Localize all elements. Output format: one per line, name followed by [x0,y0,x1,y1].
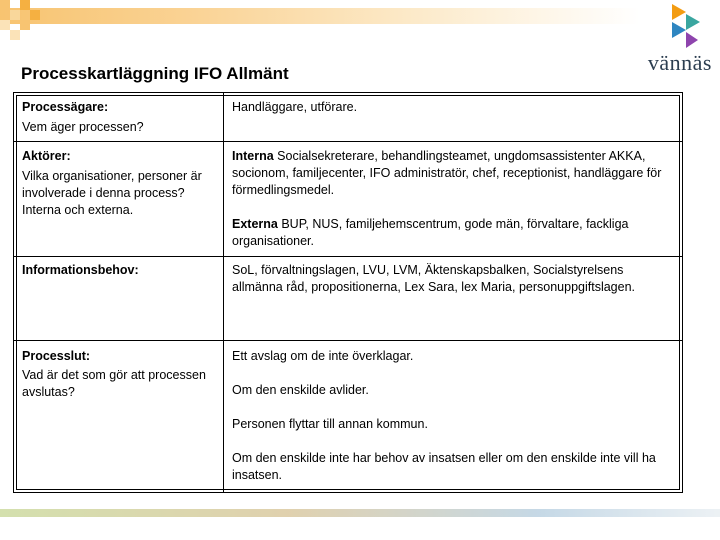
row-label: Informationsbehov: [22,263,139,277]
row-label-cell [22,348,218,401]
intern-text: Socialsekreterare, behandlingsteamet, ungdomsassistenter AKKA, socionom, familjecenter, IFO administratör, chef, receptionist, handläggare för förmedlingsmedel. [232,149,662,197]
table-row [14,340,682,493]
row-label: Processägare: [22,100,109,114]
row-sublabel: Vad är det som gör att processen avslutas? [22,368,206,399]
extern-paragraph [232,216,676,250]
row-label: Processlut: [22,349,91,363]
row-content: Handläggare, utförare. [232,100,358,114]
header-checker-decoration [0,0,60,44]
row-label-cell [22,99,218,136]
row-sublabel: Vilka organisationer, personer är involverade i denna process? Interna och externa. [22,169,202,217]
extern-text: BUP, NUS, familjehemscentrum, gode män, förvaltare, fackliga organisationer. [232,217,629,248]
row-content [232,348,676,484]
list-item: Personen flyttar till annan kommun. [232,417,428,431]
list-item: Om den enskilde avlider. [232,383,369,397]
row-content: SoL, förvaltningslagen, LVU, LVM, Äktenskapsbalken, Socialstyrelsens allmänna råd, propositionerna, Lex Sara, lex Maria, personuppgiftslagen. [232,263,636,294]
table-row [14,256,682,341]
table-row [14,93,682,141]
intern-paragraph [232,148,676,199]
list-item: Ett avslag om de inte överklagar. [232,349,414,363]
list-item: Om den enskilde inte har behov av insatsen eller om den enskilde inte vill ha insatsen. [232,451,656,482]
logo-text: vännäs [647,50,712,75]
extern-label: Externa [232,217,278,231]
row-label: Aktörer: [22,149,71,163]
row-label-cell [22,148,218,219]
page-title: Processkartläggning IFO Allmänt [21,64,289,83]
intern-label: Interna [232,149,274,163]
row-content [232,148,676,250]
row-label-cell [22,262,218,279]
header-gradient-band [0,8,640,24]
table-row [14,141,682,257]
footer-gradient-band [0,509,720,517]
row-sublabel: Vem äger processen? [22,120,144,134]
process-table [13,92,683,493]
